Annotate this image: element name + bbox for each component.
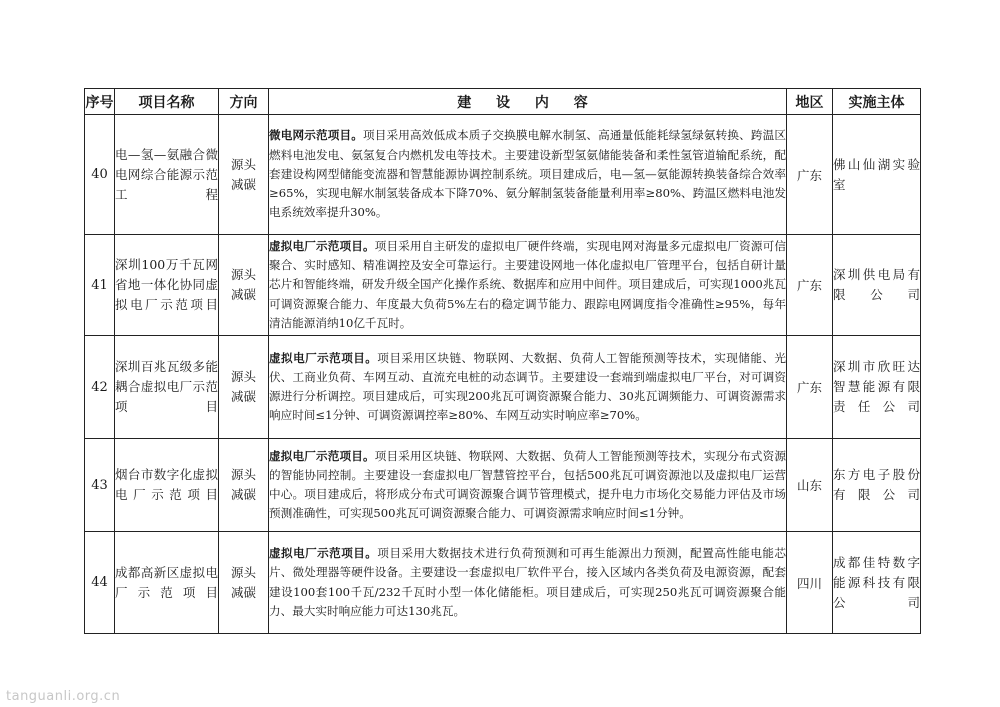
table-header-row xyxy=(85,89,921,115)
row-content-lead: 虚拟电厂示范项目。 xyxy=(269,546,378,561)
row-direction xyxy=(219,235,269,336)
row-content xyxy=(269,115,787,235)
row-direction-text: 源头减碳 xyxy=(230,156,256,192)
row-project-name: 电—氢—氨融合微电网综合能源示范工程 xyxy=(115,115,219,235)
row-direction-text: 源头减碳 xyxy=(230,369,256,404)
header-content xyxy=(269,89,787,115)
row-content xyxy=(269,439,787,532)
table-row xyxy=(85,532,921,634)
row-content-text: 项目采用区块链、物联网、大数据、负荷人工智能预测等技术，实现储能、光伏、工商业负荷、车网互动、直流充电桩的动态调节。主要建设一套端到端虚拟电厂平台，对可调资源进行分析调控。项目建成后，可实现200兆瓦可调资源聚合能力、30兆瓦调频能力、可调资源需求响应时间≤1分钟、可调资源调控率≥80%、车网互动实时响应率≥70%。 xyxy=(269,350,786,423)
row-region: 山东 xyxy=(787,439,833,532)
row-content xyxy=(269,532,787,634)
table-row xyxy=(85,439,921,532)
row-org: 东方电子股份有限公司 xyxy=(833,439,921,532)
row-content-text: 项目采用大数据技术进行负荷预测和可再生能源出力预测，配置高性能电能芯片、微处理器等硬件设备。主要建设一套虚拟电厂软件平台，接入区域内各类负荷及电源资源，配套建设100套100千瓦/232千瓦时小型一体化储能柜。项目建成后，可实现250兆瓦可调资源聚合能力、最大实时响应能力可达130兆瓦。 xyxy=(269,546,786,618)
header-direction: 方向 xyxy=(219,89,269,115)
row-content-lead: 虚拟电厂示范项目。 xyxy=(269,350,378,365)
site-watermark: tanguanli.org.cn xyxy=(6,689,121,704)
row-direction xyxy=(219,115,269,235)
row-org: 佛山仙湖实验室 xyxy=(833,115,921,235)
row-content-lead: 虚拟电厂示范项目。 xyxy=(269,238,375,253)
row-region: 四川 xyxy=(787,532,833,634)
row-direction-text: 源头减碳 xyxy=(230,467,256,502)
row-direction xyxy=(219,336,269,439)
row-content-lead: 虚拟电厂示范项目。 xyxy=(269,448,375,463)
row-project-name: 烟台市数字化虚拟电厂示范项目 xyxy=(115,439,219,532)
row-region: 广东 xyxy=(787,235,833,336)
row-project-name: 深圳百兆瓦级多能耦合虚拟电厂示范项目 xyxy=(115,336,219,439)
header-region: 地区 xyxy=(787,89,833,115)
project-table xyxy=(84,88,921,634)
header-org: 实施主体 xyxy=(833,89,921,115)
row-no: 44 xyxy=(85,532,115,634)
row-org: 深圳供电局有限公司 xyxy=(833,235,921,336)
row-content-text: 项目采用区块链、物联网、大数据、负荷人工智能预测等技术，实现分布式资源的智能协同控制。主要建设一套虚拟电厂智慧管控平台，包括500兆瓦可调资源池以及虚拟电厂运营中心。项目建成后，将形成分布式可调资源聚合调节管理模式，提升电力市场化交易能力评估及市场预测准确性，可实现500兆瓦可调资源聚合能力、可调资源需求响应时间≤1分钟。 xyxy=(269,448,786,521)
header-name: 项目名称 xyxy=(115,89,219,115)
row-project-name: 深圳100万千瓦网省地一体化协同虚拟电厂示范项目 xyxy=(115,235,219,336)
row-content-text: 项目采用高效低成本质子交换膜电解水制氢、高通量低能耗绿氢绿氨转换、跨温区燃料电池发电、氨氢复合内燃机发电等技术。主要建设新型氢氨储能装备和柔性氢管道输配系统，配套建设构网型储能变流器和智慧能源协调控制系统。项目建成后，电—氢—氨能源转换装备综合效率≥65%，实现电解水制氢装备成本下降70%、氨分解制氢装备能量利用率≥80%、跨温区燃料电池发电系统效率提升30%。 xyxy=(269,128,786,220)
header-no: 序号 xyxy=(85,89,115,115)
row-content xyxy=(269,336,787,439)
row-region: 广东 xyxy=(787,336,833,439)
row-no: 42 xyxy=(85,336,115,439)
row-direction xyxy=(219,439,269,532)
table-row xyxy=(85,336,921,439)
table-row xyxy=(85,235,921,336)
row-region: 广东 xyxy=(787,115,833,235)
row-project-name: 成都高新区虚拟电厂示范项目 xyxy=(115,532,219,634)
row-content-text: 项目采用自主研发的虚拟电厂硬件终端，实现电网对海量多元虚拟电厂资源可信聚合、实时感知、精准调控及安全可靠运行。主要建设网地一体化虚拟电厂管理平台，包括自研计量芯片和智能终端，研发升级全国产化操作系统、数据库和应用中间件。项目建成后，可实现1000兆瓦可调资源聚合能力、年度最大负荷5%左右的稳定调节能力、跟踪电网调度指令准确性≥95%，每年清洁能源消纳10亿千瓦时。 xyxy=(269,238,786,330)
row-no: 40 xyxy=(85,115,115,235)
row-direction-text: 源头减碳 xyxy=(230,564,256,600)
row-content-lead: 微电网示范项目。 xyxy=(269,128,364,143)
row-org: 深圳市欣旺达智慧能源有限责任公司 xyxy=(833,336,921,439)
row-direction-text: 源头减碳 xyxy=(230,267,256,302)
row-no: 43 xyxy=(85,439,115,532)
row-no: 41 xyxy=(85,235,115,336)
row-org: 成都佳特数字能源科技有限公司 xyxy=(833,532,921,634)
table-row xyxy=(85,115,921,235)
row-direction xyxy=(219,532,269,634)
header-content-label: 建 设 内 容 xyxy=(457,94,598,111)
row-content xyxy=(269,235,787,336)
